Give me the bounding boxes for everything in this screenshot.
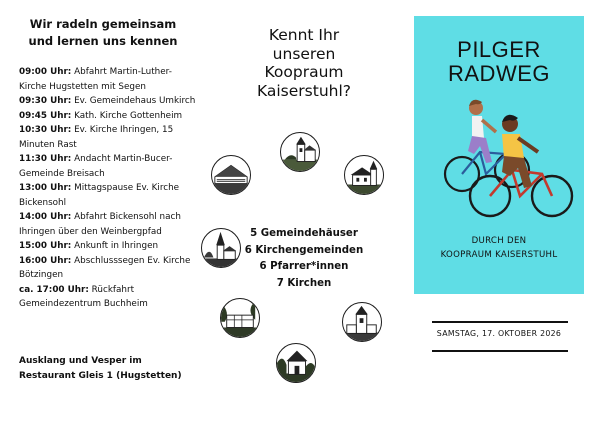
- koopraum-stats: [200, 226, 408, 292]
- closing-line1: Ausklang und Vesper im: [19, 356, 142, 366]
- schedule-text: Rückfahrt Gemeindezentrum Buchheim: [19, 284, 148, 309]
- stone-church-icon: [342, 302, 382, 342]
- date-rule-bottom: [432, 350, 568, 352]
- schedule-item: [19, 152, 199, 181]
- schedule-time: 09:30 Uhr:: [19, 96, 72, 106]
- schedule-time: 13:00 Uhr:: [19, 183, 72, 193]
- question-line: Kaiserstuhl?: [256, 81, 351, 100]
- date-rule-top: [432, 321, 568, 323]
- cover-title-line2: RADWEG: [448, 61, 550, 86]
- church-tower-icon: [280, 132, 320, 172]
- schedule-item: [19, 210, 199, 239]
- schedule-text: Ev. Kirche Ihringen, 15 Minuten Rast: [19, 125, 174, 150]
- koopraum-question: [200, 26, 408, 100]
- question-line: unseren: [272, 44, 336, 63]
- stat-line: 6 Kirchengemeinden: [244, 244, 364, 256]
- community-hall-icon: [211, 155, 251, 195]
- cover-subtitle-line1: DURCH DEN: [471, 236, 527, 246]
- modern-hall-icon: [220, 298, 260, 338]
- schedule-text: Ev. Gemeindehaus Umkirch: [71, 96, 196, 106]
- cover-panel: [414, 16, 584, 294]
- schedule-time: 14:00 Uhr:: [19, 212, 72, 222]
- question-line: Kennt Ihr: [268, 26, 340, 44]
- schedule-heading-line1: Wir radeln gemeinsam: [29, 17, 177, 31]
- question-line: Koopraum: [264, 63, 344, 81]
- schedule-item: [19, 94, 199, 109]
- schedule-time: 16:00 Uhr:: [19, 255, 72, 266]
- village-church-icon: [344, 155, 384, 195]
- schedule-text: Kath. Kirche Gottenheim: [71, 110, 183, 121]
- stat-line: 6 Pfarrer*innen: [259, 261, 349, 272]
- schedule-time: 09:45 Uhr:: [19, 110, 72, 121]
- cyclists-illustration: [428, 96, 578, 228]
- koopraum-column: [200, 0, 408, 424]
- schedule-time: 11:30 Uhr:: [19, 154, 72, 164]
- closing-note: [19, 354, 194, 384]
- schedule-time: 09:00 Uhr:: [19, 67, 72, 77]
- cover-subtitle: [414, 234, 584, 262]
- schedule-item: [19, 109, 199, 124]
- schedule-time: 15:00 Uhr:: [19, 241, 72, 251]
- cover-title: [414, 38, 584, 86]
- event-date: SAMSTAG, 17. OKTOBER 2026: [436, 329, 562, 338]
- cover-title-line1: PILGER: [457, 37, 541, 62]
- schedule-text: Abfahrt Martin-Luther-Kirche Hugstetten mit Segen: [19, 67, 172, 92]
- schedule-text: Abfahrt Bickensohl nach Ihringen über den Weinbergpfad: [19, 212, 181, 237]
- schedule-item: [19, 65, 199, 94]
- schedule-time: ca. 17:00 Uhr:: [19, 284, 89, 295]
- schedule-heading: [18, 16, 188, 50]
- stat-line: 5 Gemeindehäuser: [250, 228, 358, 239]
- cover-subtitle-line2: KOOPRAUM KAISERSTUHL: [440, 250, 558, 260]
- schedule-heading-line2: und lernen uns kennen: [28, 34, 178, 48]
- schedule-item: [19, 123, 199, 152]
- schedule-text: Abschlusssegen Ev. Kirche Bötzingen: [19, 255, 191, 280]
- stat-line: 7 Kirchen: [276, 277, 332, 289]
- schedule-item: [19, 181, 199, 210]
- schedule-item: [19, 283, 199, 312]
- schedule-column: [0, 0, 200, 424]
- closing-line2: Restaurant Gleis 1 (Hugstetten): [19, 371, 182, 381]
- schedule-time: 10:30 Uhr:: [19, 125, 72, 135]
- schedule-text: Ankunft in Ihringen: [71, 241, 159, 251]
- schedule-item: [19, 254, 199, 283]
- schedule-item: [19, 239, 199, 254]
- schedule-text: Mittagspause Ev. Kirche Bickensohl: [19, 183, 180, 208]
- chapel-icon: [276, 343, 316, 383]
- schedule-text: Andacht Martin-Bucer-Gemeinde Breisach: [19, 154, 173, 179]
- schedule-list: [19, 65, 199, 312]
